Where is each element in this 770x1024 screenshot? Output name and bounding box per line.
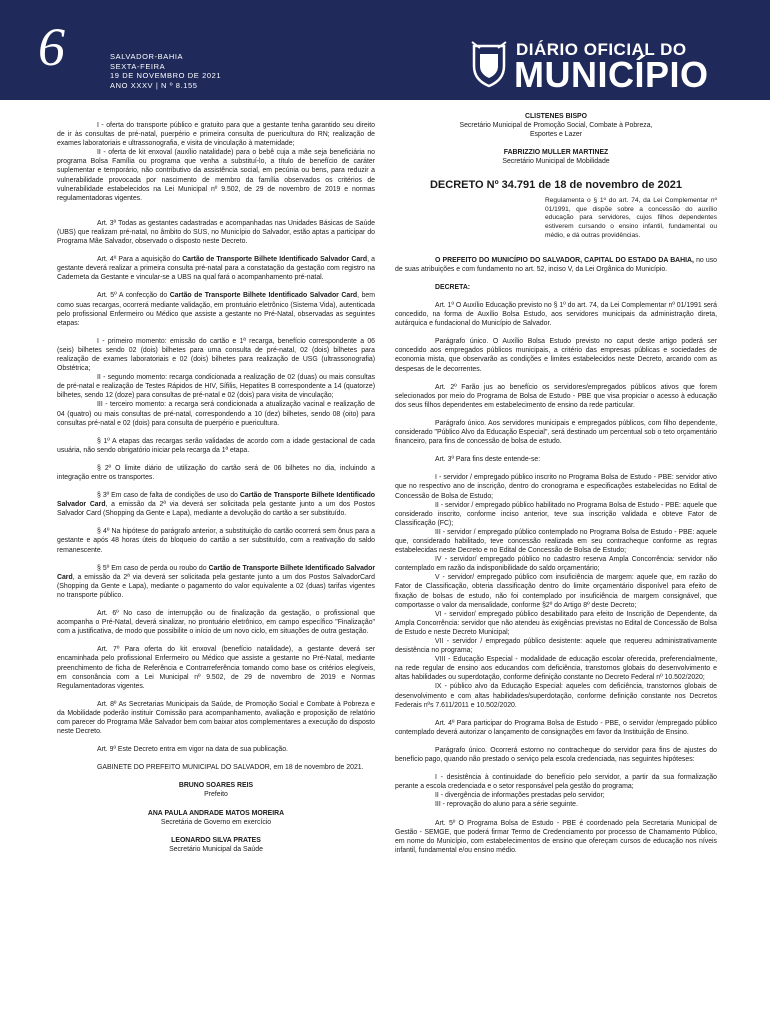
paragraph: § 2º O limite diário de utilização do cartão será de 06 bilhetes no dia, incluindo a integração entre os transportes. — [57, 464, 375, 481]
paragraph: Art. 7º Para oferta do kit enxoval (benefício natalidade), a gestante deverá ser encaminhada pelo profissional Enfermeiro ou Médico que assiste a gestante no Pré-Natal, mediante preenchimento de ficha de Referência e Contrarreferência tomando como base os critérios elegíveis, em consonância com a Lei Municipal nº 9.502, de 29 de novembro de 2019 e Normas Regulamentadoras vigentes. — [57, 646, 375, 690]
paragraph: VII - servidor / empregado público desistente: aquele que requereu administrativamente desistência no programa; — [395, 638, 717, 655]
masthead-title-small: DIÁRIO OFICIAL DO — [516, 40, 687, 59]
edition-number: ANO XXXV | N º 8.155 — [110, 80, 198, 90]
paragraph: § 5º Em caso de perda ou roubo do Cartão de Transporte Bilhete Identificado Salvador Card, a emissão da 2ª via deverá ser solicitada pela gestante junto a um dos Postos SalvadorCard (Shopping da Gente e Lapa), mediante o pagamento do valor equivalente a 02 (duas) tarifas vigentes no transporte público. — [57, 564, 375, 599]
paragraph: V - servidor/ empregado público com insuficiência de margem: aquele que, em razão do Fator de Classificação, obteria classificação dentro do limite orçamentário disponível para efeito de fixação de bolsas de estudo, não foi contemplado por insuficiência de margem consignável, que comportasse o valor da mensalidade, conforme §2º do Artigo 8º deste Decreto; — [395, 574, 717, 609]
decree-summary: Regulamenta o § 1º do art. 74, da Lei Complementar nº 01/1991, que dispõe sobre a concessão do auxílio educação para servidores, cujos filhos dependentes estiverem cursando o ensino infantil, fundamental ou médio, e dá outras providências. — [545, 197, 717, 239]
signatory-name: ANA PAULA ANDRADE MATOS MOREIRA — [147, 809, 285, 817]
city-coat-of-arms-icon — [470, 40, 508, 88]
paragraph: I - oferta do transporte público e gratuito para que a gestante tenha garantido seu direito de ir às consultas de pré-natal, puerpério e primeira consulta de puericultura do RN; realização de exames laboratoriais e ultrassonografia, e visita de vinculação à maternidade; — [57, 122, 375, 148]
left-column — [57, 112, 375, 854]
signatory-role: Secretária de Governo em exercício — [160, 818, 272, 826]
paragraph: Art. 1º O Auxílio Educação previsto no § 1º do art. 74, da Lei Complementar nº 01/1991 será concedido, na forma de Auxílio Bolsa Estudo, aos servidores municipais da administração direta, autárquica e fundacional do Município de Salvador. — [395, 302, 717, 328]
paragraph: III - terceiro momento: a recarga será condicionada a atualização vacinal e realização de 04 (quatro) ou mais consultas de pré-natal, correspondendo a 10 (dez) bilhetes, sendo 08 (oito) para consultas pré-natal e 02 (dois) para consulta de puerpério e puericultura. — [57, 401, 375, 427]
city: SALVADOR-BAHIA — [110, 52, 184, 61]
weekday: SEXTA-FEIRA — [110, 61, 166, 71]
masthead — [0, 0, 770, 100]
paragraph: VIII - Educação Especial - modalidade de educação escolar oferecida, preferencialmente, na rede regular de ensino aos educandos com deficiência, transtornos globais do desenvolvimento e altas habilidades ou superdotação, conforme definição constante no Decreto Federal nº 10.502/2020; — [395, 656, 717, 682]
closing-line: GABINETE DO PREFEITO MUNICIPAL DO SALVADOR, em 18 de novembro de 2021. — [97, 764, 364, 772]
edition-info — [110, 52, 221, 90]
paragraph: Parágrafo único. Ocorrerá estorno no contracheque do servidor para fins de ajustes do benefício pago, quando não prestado o serviço pela escola credenciada, nas seguintes hipóteses: — [395, 746, 717, 764]
paragraph: Art. 3º Todas as gestantes cadastradas e acompanhadas nas Unidades Básicas de Saúde (UBS) que realizam pré-natal, no âmbito do SUS, no Município do Salvador, estão aptas a participar do Programa Mãe Salvador, observado o disposto neste Decreto. — [57, 219, 375, 246]
signatory-name: BRUNO SOARES REIS — [178, 782, 254, 790]
paragraph: Parágrafo único. Aos servidores municipais e empregados públicos, com filho dependente, considerado "Público Alvo da Educação Especial", será destinado um percentual sob o teto orçamentário financeiro, para fins de concessão de bolsa de estudo. — [395, 419, 717, 446]
paragraph: II - segundo momento: recarga condicionada a realização de 02 (duas) ou mais consultas de pré-natal e realização de Testes Rápidos de HIV, Sífilis, Hepatites B correspondente a 14 (quatorze) bilhetes, sendo 12 (doze) para consultas de pré-natal e 02 (dois) para visita de vinculação; — [57, 374, 375, 400]
right-column — [395, 112, 717, 855]
masthead-title-big: MUNICÍPIO — [514, 54, 709, 95]
paragraph: I - servidor / empregado público inscrito no Programa Bolsa de Estudo - PBE: servidor ativo que no respectivo ano de inscrição, dentro do cronograma e especificações estabelecidas no Edital de Concessão de Bolsa de Estudo; — [395, 474, 717, 500]
decree-title: DECRETO Nº 34.791 de 18 de novembro de 2021 — [429, 179, 683, 192]
signatory-role: Esportes e Lazer — [529, 131, 583, 139]
paragraph: IV - servidor/ empregado público no cadastro reserva Ampla Concorrência: servidor não contemplado em razão da indisponibilidade do saldo orçamentário; — [395, 556, 717, 573]
paragraph: I - desistência à continuidade do benefício pelo servidor, a partir da sua formalização perante a escola credenciada e o setor responsável pela gestão do programa; — [395, 774, 717, 791]
paragraph: Art. 3º Para fins deste entende-se: — [435, 456, 541, 464]
paragraph: Art. 6º No caso de interrupção ou de finalização da gestação, o profissional que acompanha o Pré-Natal, deverá sinalizar, no prontuário eletrônico, em campo específico "Finalização" com a justificativa, de modo que possibilite o início de um novo ciclo, em situações de outra gestação. — [57, 610, 375, 636]
signatory-role: Secretário Municipal de Mobilidade — [502, 158, 610, 166]
signatory-role: Prefeito — [204, 791, 228, 799]
paragraph: Art. 5º A confecção do Cartão de Transporte Bilhete Identificado Salvador Card, bem como suas recargas, ocorrerá mediante validação, em prontuário eletrônico (Sistema Vida), autenticada pelo profissional Enfermeiro ou Médico que assiste a gestante no Pré-Natal, observadas as seguintes etapas: — [57, 292, 375, 327]
paragraph: § 1º A etapas das recargas serão validadas de acordo com a idade gestacional de cada usuária, não sendo obrigatório iniciar pela recarga da 1ª etapa. — [57, 437, 375, 454]
signatory-name: FABRIZZIO MULLER MARTINEZ — [503, 149, 609, 157]
paragraph: IX - público alvo da Educação Especial: aqueles com deficiência, transtornos globais de desenvolvimento e com altas habilidades/superdotação, conforme definição constante nos Decretos Federais nºs 7.611/2011 e 10.502/2020. — [395, 683, 717, 709]
signatory-role: Secretário Municipal de Promoção Social, Combate à Pobreza, — [459, 122, 653, 130]
paragraph: Art. 5º O Programa Bolsa de Estudo - PBE é coordenado pela Secretaria Municipal de Gestão - SEMGE, que poderá firmar Termo de Credenciamento por processo de Chamamento Público, em nome do Município, com estabelecimentos de ensino que ofereçam cursos de educação nos níveis infantil, fundamental e/ou ensino médio. — [395, 819, 717, 854]
page-number: 6 — [38, 17, 65, 77]
signatory-role: Secretário Municipal da Saúde — [169, 845, 263, 853]
paragraph: II - servidor / empregado público habilitado no Programa Bolsa de Estudo - PBE: aquele que considerado inscrito, conforme inciso anterior, teve sua inscrição validada e obteve Fator de Classificação (FC); — [395, 501, 717, 527]
paragraph: Art. 8º As Secretarias Municipais da Saúde, de Promoção Social e Combate à Pobreza e da Mobilidade poderão instituir Comissão para acompanhamento, avaliação e proposição de relatório com parecer do Programa Mãe Salvador bem com baixar atos complementares a execução do disposto neste Decreto. — [57, 700, 375, 736]
signatory-name: LEONARDO SILVA PRATES — [171, 836, 261, 844]
paragraph: Parágrafo único. O Auxílio Bolsa Estudo previsto no caput deste artigo poderá ser concedido aos empregados públicos municipais, a critério das empresas públicas e sociedades de economia mista, que observarão as condições e limites estabelecidos neste Decreto, arcando com as despesas de le decorrentes. — [395, 338, 717, 373]
paragraph: § 4º Na hipótese do parágrafo anterior, a substituição do cartão ocorrerá sem ônus para a gestante e após 48 horas úteis do bloqueio do cartão a ser substituído, com a reativação do saldo remanescente. — [57, 528, 375, 554]
paragraph: Art. 4º Para a aquisição do Cartão de Transporte Bilhete Identificado Salvador Card, a gestante deverá realizar a primeira consulta pré-natal para a constatação da gestação com registro na Caderneta da Gestante e vincular-se a UBS na qual fará o acompanhamento pré-natal. — [57, 256, 375, 282]
paragraph: III - reprovação do aluno para a série seguinte. — [435, 801, 578, 809]
paragraph: Art. 9º Este Decreto entra em vigor na data de sua publicação. — [97, 746, 288, 754]
paragraph: II - divergência de informações prestadas pelo servidor; — [435, 792, 605, 800]
paragraph: § 3º Em caso de falta de condições de uso do Cartão de Transporte Bilhete Identificado Salvador Card, a emissão da 2ª via deverá ser solicitada pela gestante junto a um dos Postos Salvador Card (Shopping da Gente e Lapa), mediante a devolução do cartão a ser substituído. — [57, 492, 376, 518]
paragraph: Art. 4º Para participar do Programa Bolsa de Estudo - PBE, o servidor /empregado público contemplado deverá autorizar o lançamento de consignações em favor da Instituição de Ensino. — [395, 719, 717, 736]
paragraph: O PREFEITO DO MUNICÍPIO DO SALVADOR, CAPITAL DO ESTADO DA BAHIA, no uso de suas atribuições e com fundamento no art. 52, inciso V, da Lei Orgânica do Município. — [395, 256, 718, 273]
paragraph: II - oferta de kit enxoval (auxílio natalidade) para o bebê cuja a mãe seja beneficiária no programa Bolsa Família ou programa que venha a substituí-lo, a título de benefício de caráter suplementar e temporário, não contributivo da assistência social, em pecúnia ou bens, para reduzir a vulnerabilidade provocada por nascimento de membro da família observados os critérios de vulnerabilidade estabelecidos na Lei Municipal nº 9.502, de 29 de novembro de 2019 e normas regulamentadoras vigentes. — [57, 149, 375, 202]
paragraph: I - primeiro momento: emissão do cartão e 1ª recarga, benefício correspondente a 06 (seis) bilhetes sendo 02 (dois) bilhetes para uma consulta de pré-natal, 02 (dois) bilhetes para realização de exames laboratoriais e 02 (dois) bilhetes para realização de USG (ultrassonografia) Obstétrica; — [57, 337, 375, 373]
paragraph: VI - servidor/ empregado público desabilitado para efeito de Inscrição de Dependente, da Ampla Concorrência: servidor que não atendeu às exigências previstas no Edital de Concessão de Bolsa de Estudo e neste Decreto Municipal; — [395, 610, 717, 636]
issue-date: 19 DE NOVEMBRO DE 2021 — [110, 71, 222, 80]
paragraph: Art. 2º Farão jus ao benefício os servidores/empregados públicos ativos que forem selecionados por meio do Programa de Bolsa de Estudo - PBE que visa propiciar o acesso à educação dos seus filhos dependentes em estabelecimento de ensino da rede particular. — [395, 383, 717, 409]
paragraph: III - servidor / empregado público contemplado no Programa Bolsa de Estudo - PBE: aquele que, considerado habilitado, teve concessão realizada em seu contracheque conforme as regras estabelecidas neste Decreto e no Edital de Concessão de Bolsa de Estudo; — [395, 528, 717, 555]
decreta-heading: DECRETA: — [435, 283, 471, 291]
signatory-name: CLISTENES BISPO — [524, 113, 588, 120]
